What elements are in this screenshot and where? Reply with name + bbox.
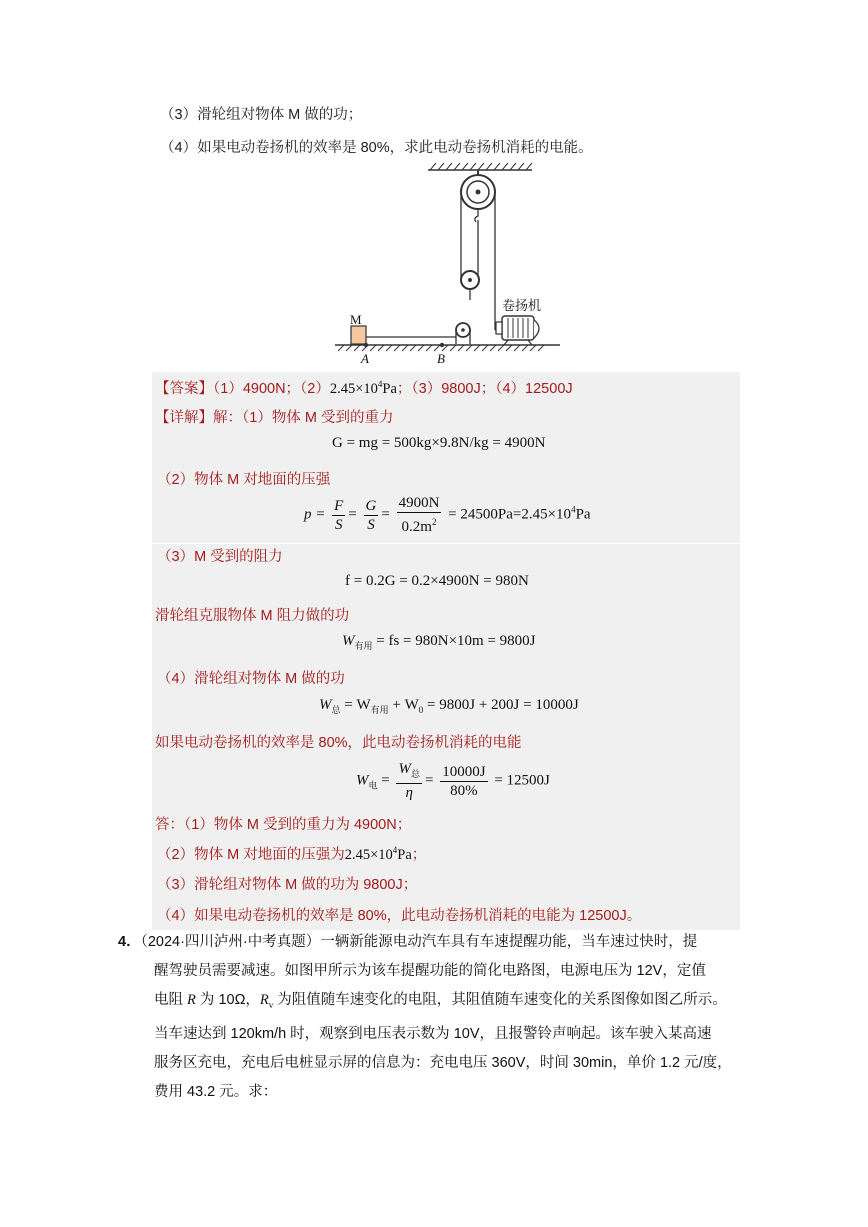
answer-tag: 【答案】 (155, 381, 213, 397)
equation-resistance: f = 0.2G = 0.2×4900N = 980N (345, 573, 529, 589)
problem-4: 4．（2024·四川泸州·中考真题）一辆新能源电动汽车具有车速提醒功能，当车速过快时，提 醒驾驶员需要减速。如图甲所示为该车提醒功能的简化电路图，电源电压为 12V，定值 电阻 R 为 10Ω，$R_v$ 为阻值随车速变化的电阻，其阻值随车速变化的关系图像如图乙所示。 当车速达到 120km/h 时，观察到电压表示数为 10V，且报警铃声响起。该车驶入某高速 服务区充电，充电后电桩显示屏的信息为：充电电压 360V，时间 30min，单价 1.2 元/度， 费用 43.2 元。求： (118, 934, 732, 1100)
question-3: （3）滑轮组对物体 M 做的功； (160, 107, 363, 123)
problem-number: 4． (118, 934, 141, 950)
step-4-heading: （4）滑轮组对物体 M 做的功 (157, 671, 345, 687)
equation-electric-energy: $W_电$ = $\frac{W_总}{\eta}$ = $\frac{10000J}{80\%}$ = 12500J (356, 761, 550, 801)
equation-useful-work: $W_{有用}$ = fs = 980N×10m = 9800J (342, 633, 536, 651)
final-answer-2: （2）物体 M 对地面的压强为$2.45\times 10^4Pa$； (157, 845, 427, 863)
step-3b-heading: 滑轮组克服物体 M 阻力做的功 (155, 608, 350, 624)
label-winch: 卷扬机 (502, 299, 542, 314)
equation-gravity: G = mg = 500kg×9.8N/kg = 4900N (332, 435, 546, 451)
final-answer-4: （4）如果电动卷扬机的效率是 80%，此电动卷扬机消耗的电能为 12500J。 (157, 908, 642, 924)
detail-intro: 【详解】解：（1）物体 M 受到的重力 (155, 410, 394, 426)
equation-total-work: $W_总 = W_{有用} + W_0 = 9800J + 200J = 10000J$ (319, 697, 579, 715)
label-m: M (350, 312, 362, 327)
step-2-heading: （2）物体 M 对地面的压强 (157, 472, 331, 488)
equation-pressure: p = $\frac{F}{S}$ = $\frac{G}{S}$ = $\frac{4900N}{0.2m^2}$ = $24500Pa=2.45\times 10^4Pa$ (304, 495, 591, 535)
final-answer-1: 答：（1）物体 M 受到的重力为 4900N； (155, 817, 412, 833)
step-4b-heading: 如果电动卷扬机的效率是 80%，此电动卷扬机消耗的电能 (155, 735, 522, 751)
label-b: B (437, 351, 445, 365)
answer-line: 【答案】（1）4900N；$(2)2.45\times 10^4Pa$；（3）9800J；（4）12500J (155, 379, 573, 397)
label-a: A (361, 351, 369, 365)
final-answer-3: （3）滑轮组对物体 M 做的功为 9800J； (157, 877, 418, 893)
detail-tag: 【详解】 (155, 410, 213, 426)
pulley-system-figure (330, 160, 560, 365)
step-3-heading: （3）M 受到的阻力 (157, 549, 283, 565)
question-4: （4）如果电动卷扬机的效率是 80%，求此电动卷扬机消耗的电能。 (160, 140, 593, 156)
